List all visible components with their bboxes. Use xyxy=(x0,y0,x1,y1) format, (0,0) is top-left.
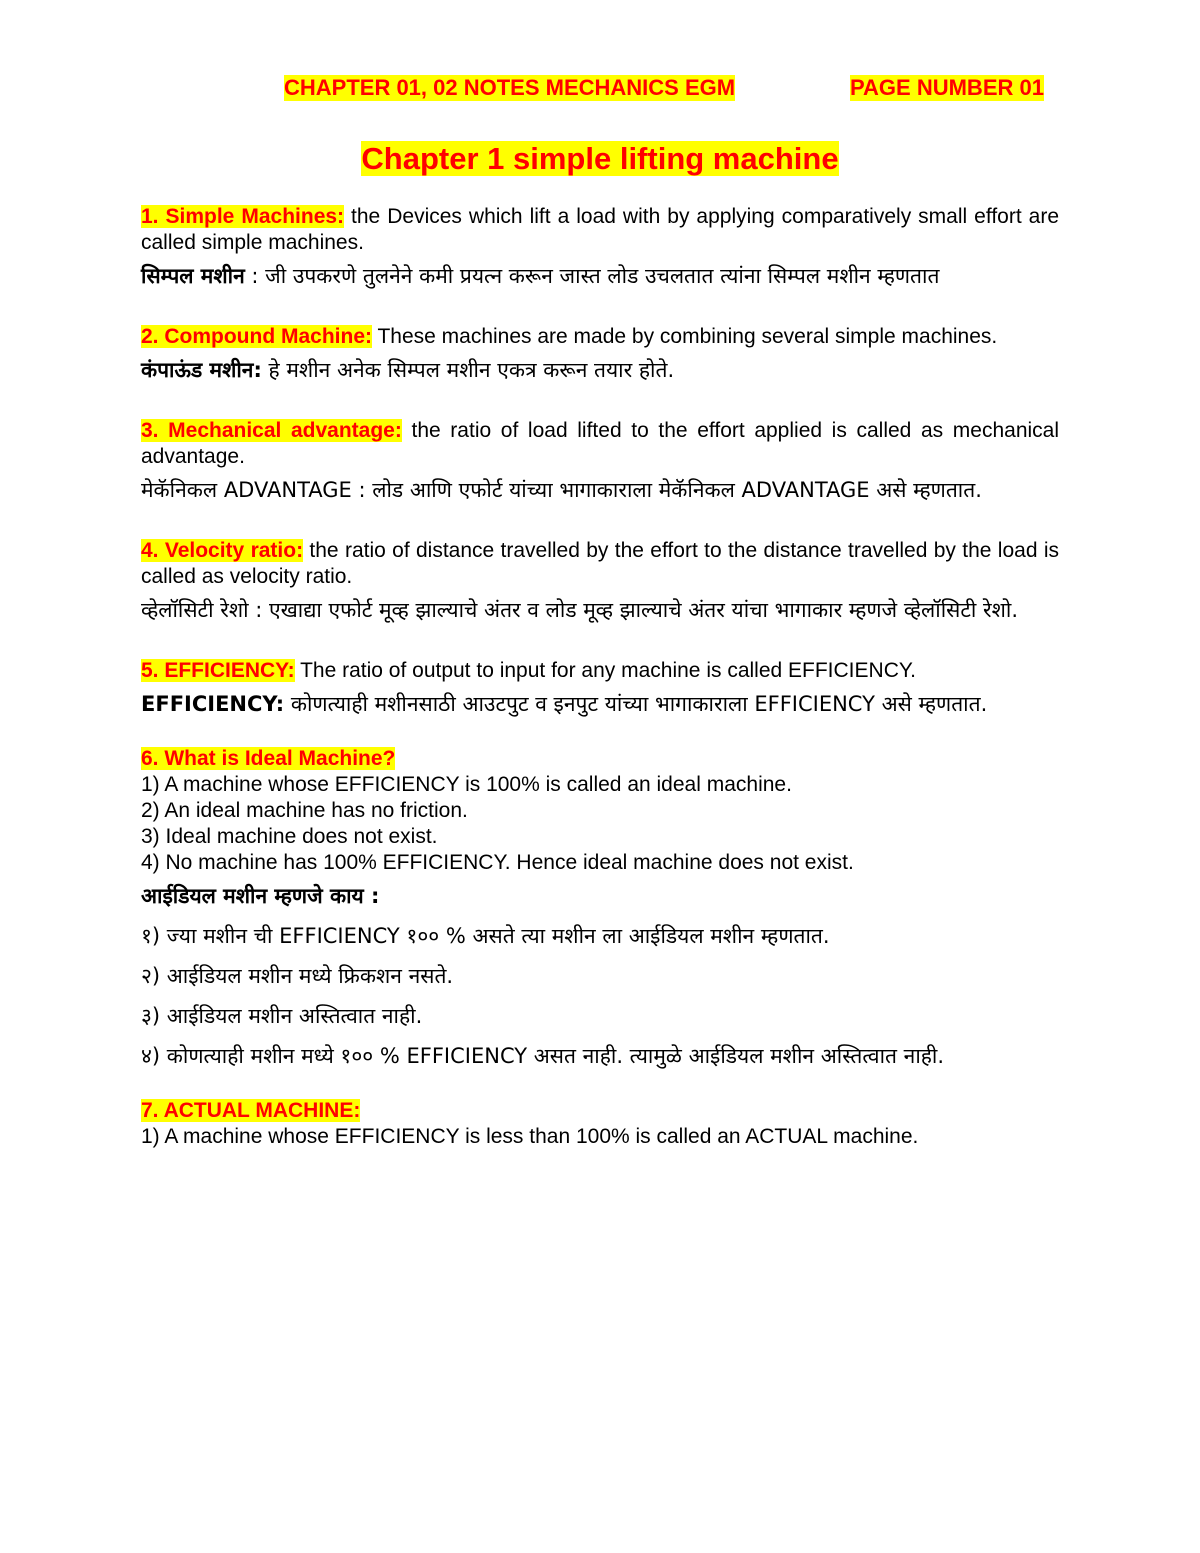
section-heading: 2. Compound Machine: xyxy=(141,325,372,348)
marathi-list-item: ४) कोणत्याही मशीन मध्ये १०० % EFFICIENCY असत नाही. त्यामुळे आईडियल मशीन अस्तित्वात नाही. xyxy=(141,1044,945,1068)
section-heading: 3. Mechanical advantage: xyxy=(141,419,402,442)
header-chapter-title: CHAPTER 01, 02 NOTES MECHANICS EGM xyxy=(284,75,736,100)
section-heading: 6. What is Ideal Machine? xyxy=(141,747,396,770)
marathi-text: हे मशीन अनेक सिम्पल मशीन एकत्र करून तयार होते. xyxy=(261,358,675,382)
section-efficiency xyxy=(141,658,1059,684)
spacer xyxy=(141,1076,1059,1098)
section-heading: 1. Simple Machines: xyxy=(141,205,345,228)
section-compound-machine xyxy=(141,324,1059,350)
section-ideal-machine xyxy=(141,746,1059,772)
section-actual-machine xyxy=(141,1098,1059,1124)
marathi-label: आईडियल मशीन म्हणजे काय : xyxy=(141,884,380,908)
list-item: 4) No machine has 100% EFFICIENCY. Hence ideal machine does not exist. xyxy=(141,851,854,874)
marathi-paragraph: मेकॅनिकल ADVANTAGE : लोड आणि एफोर्ट यांच्या भागाकाराला मेकॅनिकल ADVANTAGE असे म्हणतात. xyxy=(141,478,982,502)
marathi-paragraph xyxy=(141,350,1059,390)
marathi-text: : जी उपकरणे तुलनेने कमी प्रयत्न करून जास्त लोड उचलतात त्यांना सिम्पल मशीन म्हणतात xyxy=(244,264,940,288)
header-page-number: PAGE NUMBER 01 xyxy=(850,75,1044,100)
section-heading: 7. ACTUAL MACHINE: xyxy=(141,1099,361,1122)
section-text: These machines are made by combining several simple machines. xyxy=(372,325,998,348)
marathi-label: EFFICIENCY: xyxy=(141,692,285,716)
spacer xyxy=(141,390,1059,418)
section-text: the Devices which lift a load with by applying comparatively small effort are called simple machines. xyxy=(141,205,1059,254)
section-heading: 5. EFFICIENCY: xyxy=(141,659,295,682)
marathi-label: सिम्पल मशीन xyxy=(141,264,245,288)
spacer xyxy=(141,510,1059,538)
marathi-list-item: १) ज्या मशीन ची EFFICIENCY १०० % असते त्या मशीन ला आईडियल मशीन म्हणतात. xyxy=(141,924,830,948)
marathi-list-item: ३) आईडियल मशीन अस्तित्वात नाही. xyxy=(141,1004,423,1028)
marathi-paragraph xyxy=(141,684,1059,724)
page-title-wrap xyxy=(0,141,1200,177)
marathi-label: कंपाऊंड मशीन: xyxy=(141,358,262,382)
section-simple-machines xyxy=(141,204,1059,256)
list-item: 1) A machine whose EFFICIENCY is less than 100% is called an ACTUAL machine. xyxy=(141,1125,919,1148)
section-text: the ratio of distance travelled by the effort to the distance travelled by the load is called as velocity ratio. xyxy=(141,539,1060,588)
section-heading: 4. Velocity ratio: xyxy=(141,539,304,562)
section-velocity-ratio xyxy=(141,538,1059,590)
section-text: the ratio of load lifted to the effort applied is called as mechanical advantage. xyxy=(141,419,1060,468)
section-text: The ratio of output to input for any machine is called EFFICIENCY. xyxy=(294,659,916,682)
spacer xyxy=(141,296,1059,324)
marathi-list-item: २) आईडियल मशीन मध्ये फ्रिकशन नसते. xyxy=(141,964,454,988)
marathi-paragraph xyxy=(141,256,1059,296)
list-item: 3) Ideal machine does not exist. xyxy=(141,825,438,848)
page-title: Chapter 1 simple lifting machine xyxy=(361,141,839,176)
marathi-paragraph: व्हेलॉसिटी रेशो : एखाद्या एफोर्ट मूव्ह झाल्याचे अंतर व लोड मूव्ह झाल्याचे अंतर यांचा भागाकार म्हणजे व्हेलॉसिटी रेशो. xyxy=(141,598,1019,622)
spacer xyxy=(141,724,1059,746)
section-mechanical-advantage xyxy=(141,418,1059,470)
spacer xyxy=(141,630,1059,658)
marathi-text: कोणत्याही मशीनसाठी आउटपुट व इनपुट यांच्या भागाकाराला EFFICIENCY असे म्हणतात. xyxy=(284,692,988,716)
list-item: 1) A machine whose EFFICIENCY is 100% is called an ideal machine. xyxy=(141,773,792,796)
list-item: 2) An ideal machine has no friction. xyxy=(141,799,468,822)
document-body xyxy=(141,204,1059,1150)
marathi-heading xyxy=(141,876,1059,916)
